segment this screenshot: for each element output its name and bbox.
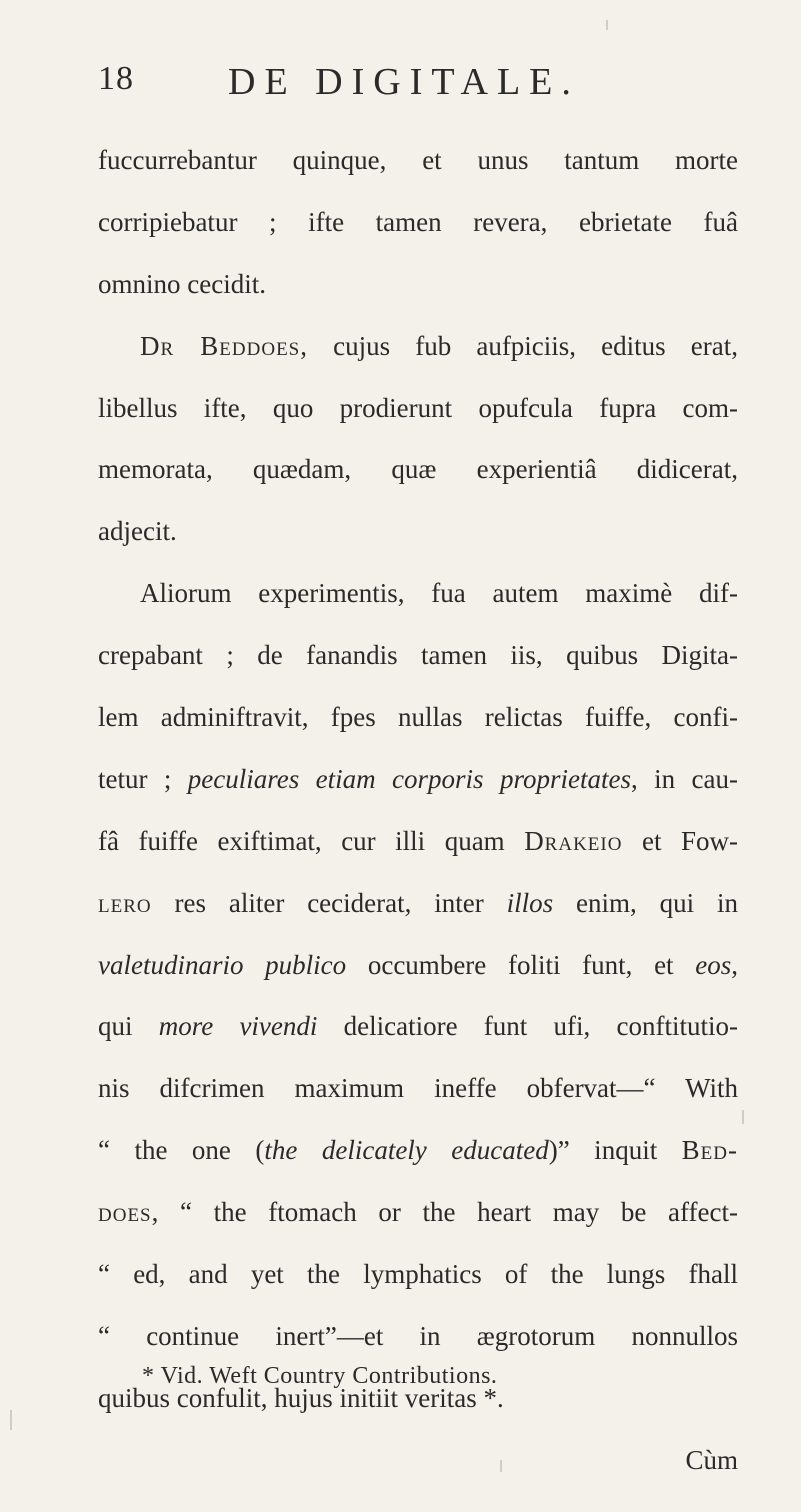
text-span: quibus confulit, hujus initiit veritas *. — [98, 1382, 504, 1413]
paper-speck — [500, 1460, 502, 1472]
text-span: qui — [98, 1011, 159, 1042]
text-span: fâ fuiffe exiftimat, cur illi quam — [98, 825, 525, 856]
text-line — [98, 205, 738, 267]
text-line — [98, 452, 738, 514]
paper-speck — [606, 20, 608, 30]
italic-phrase: eos — [695, 949, 732, 980]
text-line — [98, 1257, 738, 1319]
text-span: “ ed, and yet the lymphatics of the lungs fhall — [98, 1259, 738, 1290]
footnote: * Vid. Weft Country Contributions. — [142, 1363, 498, 1389]
text-span: tetur ; — [98, 763, 188, 794]
text-line — [98, 514, 738, 576]
paper-speck — [742, 1110, 744, 1124]
author-name: Drakeio — [524, 825, 623, 856]
text-span: omnino cecidit. — [98, 268, 266, 299]
text-line — [98, 700, 738, 762]
text-span: crepabant ; de fanandis tamen iis, quibus Digita- — [98, 640, 738, 671]
text-line — [98, 576, 738, 638]
text-span: )” inquit — [548, 1135, 682, 1166]
text-line — [98, 1381, 738, 1443]
text-line — [98, 824, 738, 886]
text-span: lem adminiftravit, fpes nullas relictas fuiffe, confi- — [98, 702, 738, 733]
text-span: , “ the ftomach or the heart may be affect- — [151, 1197, 738, 1228]
text-span: cujus fub aufpiciis, editus erat, — [308, 330, 738, 361]
text-line — [98, 329, 738, 391]
text-span: delicatiore funt ufi, conftitutio- — [317, 1011, 738, 1042]
page-number: 18 — [98, 60, 134, 97]
text-line — [98, 1195, 738, 1257]
italic-phrase: the delicately educated — [264, 1135, 549, 1166]
author-name: lero — [98, 887, 152, 918]
text-line — [98, 948, 738, 1010]
text-span: adjecit. — [98, 516, 177, 547]
paper-speck — [10, 1410, 12, 1430]
text-span: fuccurrebantur quinque, et unus tantum morte — [98, 145, 738, 175]
text-line — [98, 638, 738, 700]
text-line — [98, 1133, 738, 1195]
text-line — [98, 391, 738, 453]
text-span: , in cau- — [630, 763, 738, 794]
catchword — [98, 1443, 738, 1505]
text-span: “ continue inert”—et in ægrotorum nonnullos — [98, 1320, 738, 1351]
text-span: occumbere foliti funt, et — [346, 949, 696, 980]
text-span: enim, qui in — [553, 887, 738, 918]
text-line — [98, 1009, 738, 1071]
text-span: “ the one ( — [98, 1135, 265, 1166]
page-header — [98, 60, 738, 120]
author-name: Bed- — [681, 1135, 738, 1166]
italic-phrase: illos — [506, 887, 554, 918]
text-span: res aliter ceciderat, inter — [151, 887, 507, 918]
catchword-text: Cùm — [685, 1444, 738, 1475]
text-line — [98, 886, 738, 948]
author-name: Dr Beddoes, — [140, 330, 308, 361]
text-span: memorata, quædam, quæ experientiâ didicerat, — [98, 454, 738, 485]
text-span: et Fow- — [622, 825, 738, 856]
italic-phrase: peculiares etiam corporis proprietates — [187, 763, 631, 794]
author-name: does — [98, 1197, 152, 1228]
text-span: Aliorum experimentis, fua autem maximè dif- — [140, 578, 738, 609]
italic-phrase: valetudinario publico — [98, 949, 347, 980]
text-span: , — [731, 949, 738, 980]
text-line — [98, 267, 738, 329]
text-line — [98, 762, 738, 824]
text-line — [98, 1071, 738, 1133]
text-line — [98, 143, 738, 205]
text-span: libellus ifte, quo prodierunt opufcula fupra com- — [98, 392, 738, 423]
text-span: nis difcrimen maximum ineffe obfervat—“ With — [98, 1073, 738, 1104]
running-title: DE DIGITALE. — [228, 61, 580, 103]
text-span: corripiebatur ; ifte tamen revera, ebrietate fuâ — [98, 206, 738, 237]
body-text — [98, 143, 738, 1505]
italic-phrase: more vivendi — [158, 1011, 318, 1042]
